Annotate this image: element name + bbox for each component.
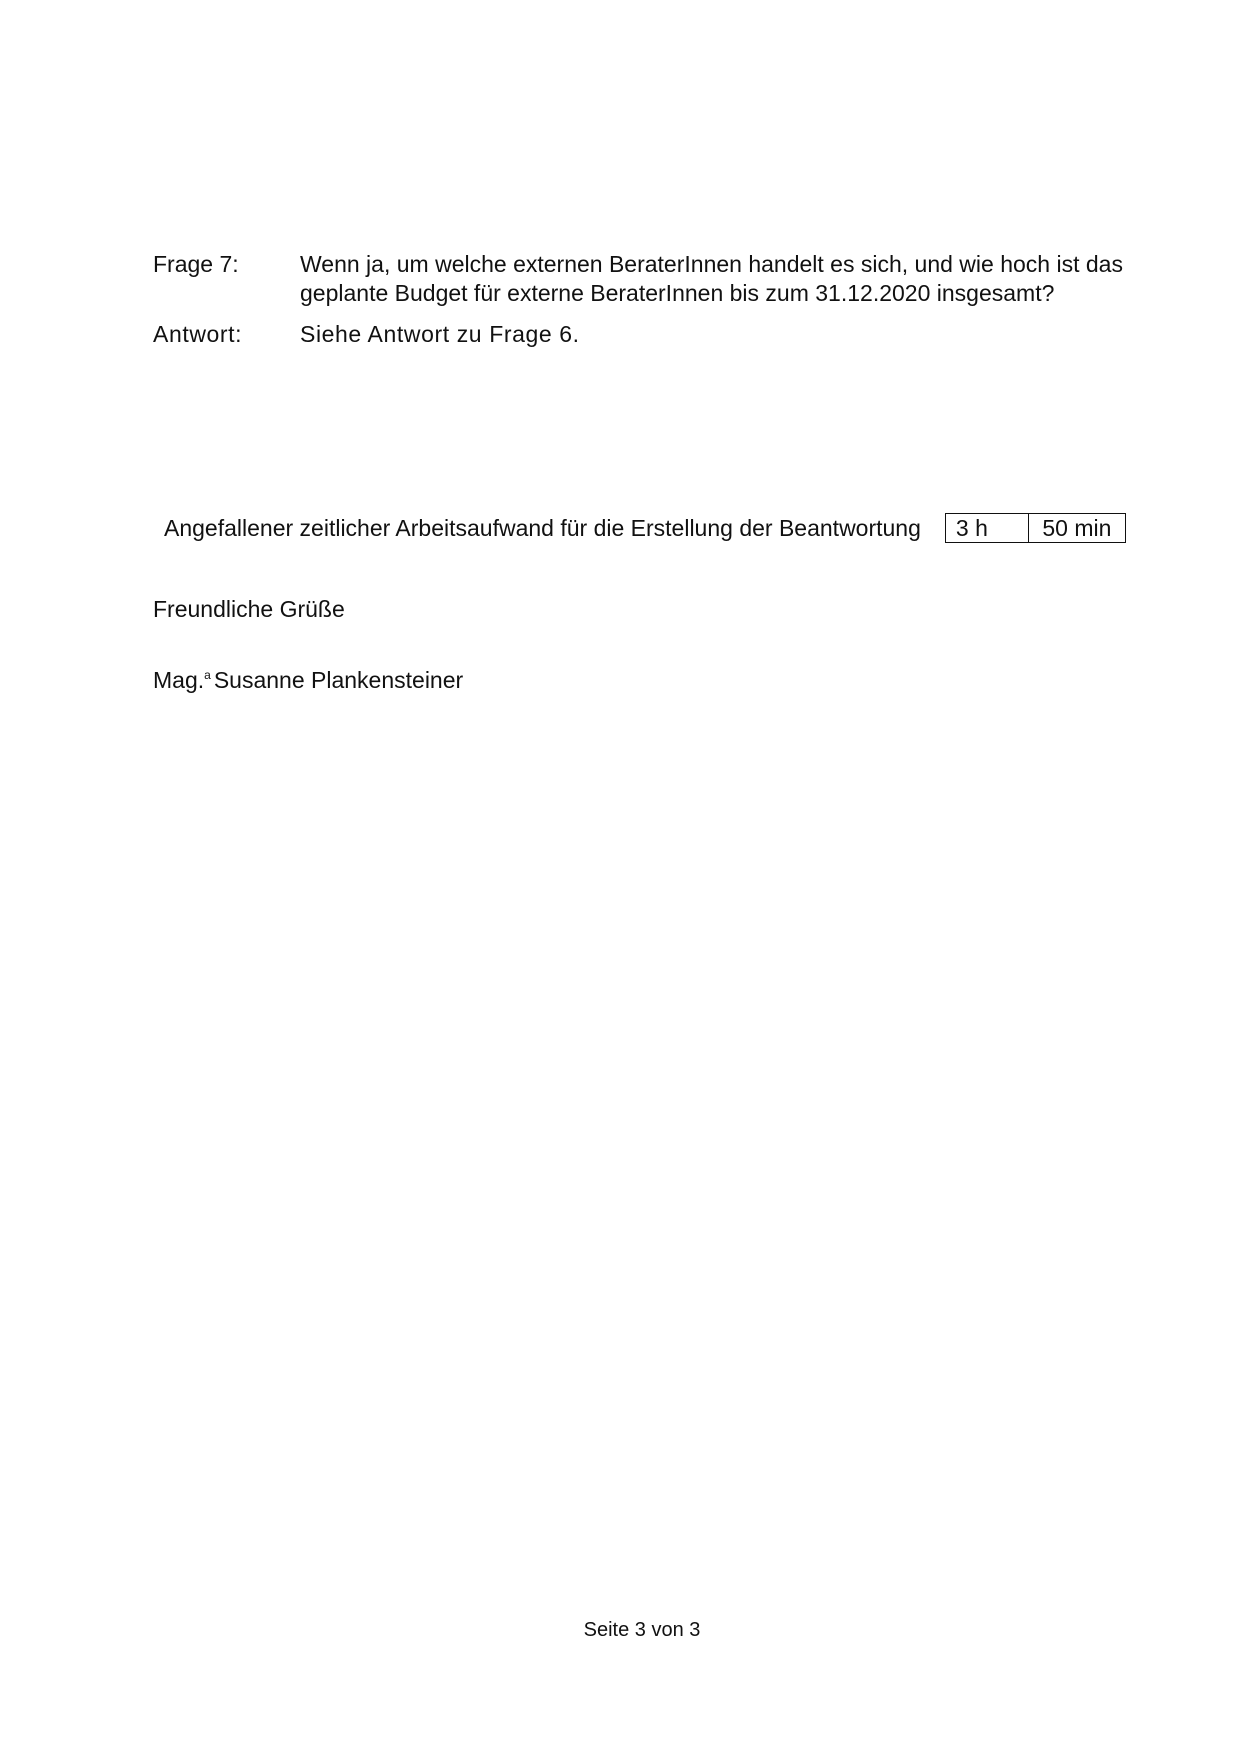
question-block (153, 250, 1123, 308)
work-effort-hours: 3 h (946, 514, 1029, 542)
work-effort-table (945, 513, 1126, 543)
signature-title-superscript: a (204, 668, 211, 683)
work-effort-minutes: 50 min (1042, 514, 1112, 541)
closing-greeting: Freundliche Grüße (153, 596, 345, 622)
work-effort-label: Angefallener zeitlicher Arbeitsaufwand für die Erstellung der Beantwortung (164, 514, 921, 541)
page-number-footer: Seite 3 von 3 (583, 1619, 701, 1641)
question-text: Wenn ja, um welche externen BeraterInnen handelt es sich, und wie hoch ist das geplante Budget für externe BeraterInnen bis zum 31.12.2020 insgesamt? (300, 251, 1123, 306)
answer-label: Antwort: (153, 321, 243, 347)
signature-title: Mag. (153, 667, 205, 693)
work-effort-row (164, 513, 1126, 543)
question-label: Frage 7: (153, 251, 239, 277)
signature-line (153, 667, 463, 694)
answer-block (153, 320, 1123, 349)
signature-name: Susanne Plankensteiner (213, 667, 464, 693)
answer-text: Siehe Antwort zu Frage 6. (300, 321, 580, 347)
